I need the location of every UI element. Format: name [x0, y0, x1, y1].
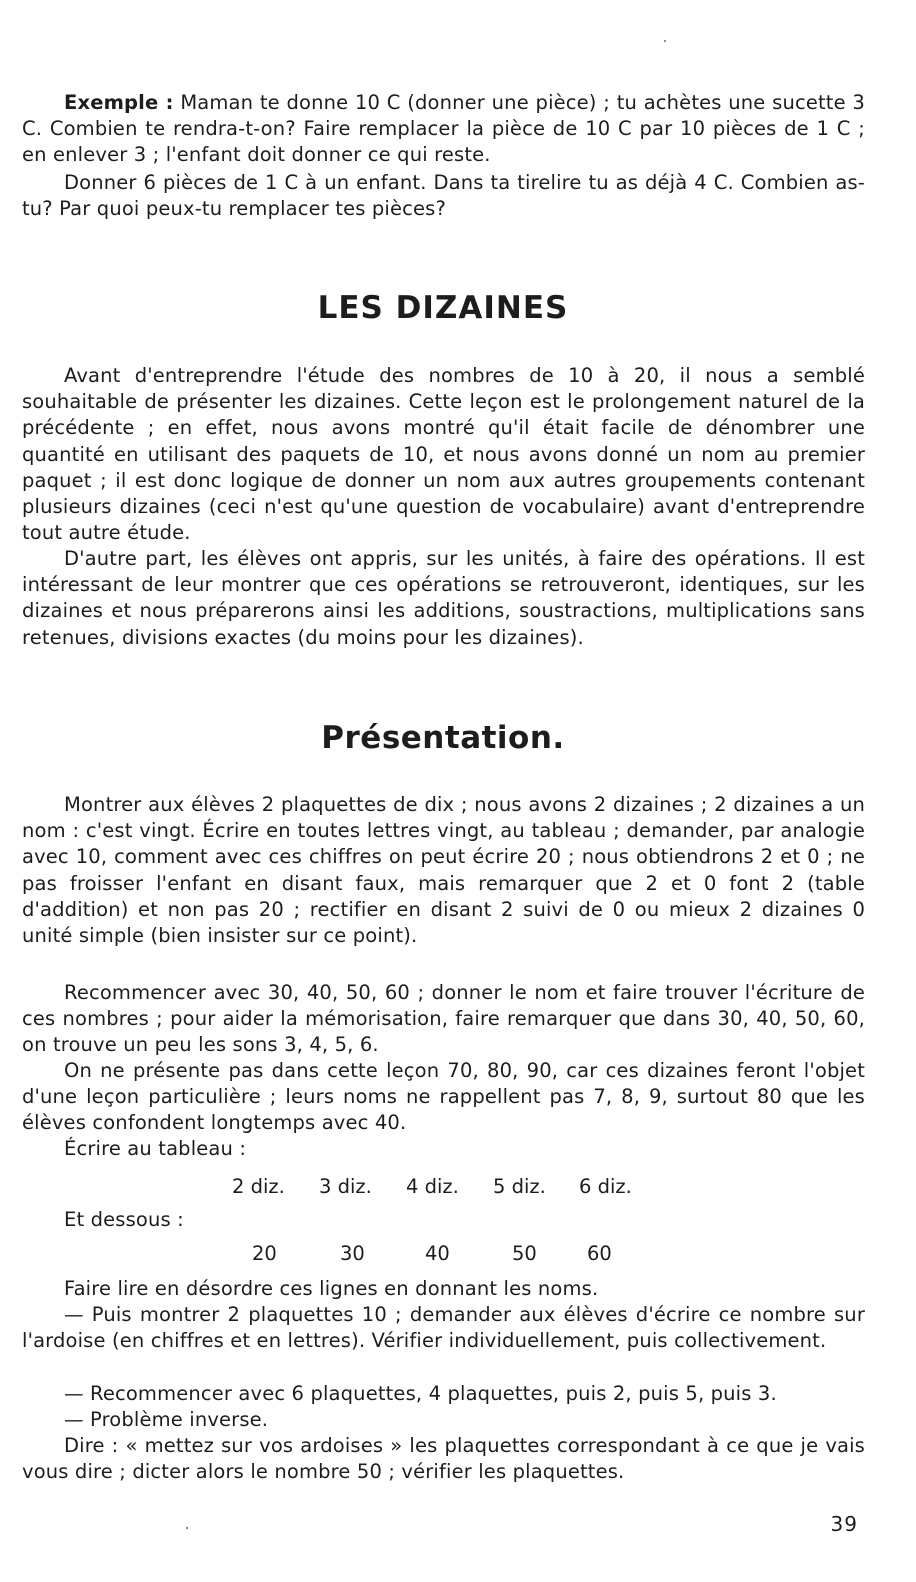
number-item: 20	[252, 1242, 277, 1265]
presentation-paragraph-2: Recommencer avec 30, 40, 50, 60 ; donner le nom et faire trouver l'écriture de ces nombres ; pour aider la mémorisation, faire remarquer que dans 30, 40, 50, 60, on trouve un peu les sons 3, 4, 5, 6.	[22, 981, 865, 1057]
diz-item: 3 diz.	[319, 1175, 372, 1198]
number-item: 50	[512, 1242, 537, 1265]
diz-item: 2 diz.	[232, 1175, 285, 1198]
presentation-paragraph-6: Faire lire en désordre ces lignes en donnant les noms.	[64, 1277, 599, 1300]
example-text: Maman te donne 10 C (donner une pièce) ; tu achètes une sucette 3 C. Combien te rendra-t-on? Faire remplacer la pièce de 10 C par 10 pièces de 1 C ; en enlever 3 ; l'enfant doit donner ce qui reste.	[22, 91, 865, 167]
dizaines-paragraph-2: D'autre part, les élèves ont appris, sur les unités, à faire des opérations. Il est intéressant de leur montrer que ces opérations se retrouveront, identiques, sur les dizaines et nous préparerons ainsi les additions, soustractions, multiplications sans retenues, divisions exactes (du moins pour les dizaines).	[22, 547, 865, 649]
print-speck	[664, 40, 666, 42]
presentation-paragraph-3: On ne présente pas dans cette leçon 70, 80, 90, car ces dizaines feront l'objet d'une leçon particulière ; leurs noms ne rappellent pas 7, 8, 9, surtout 80 que les élèves confondent longtemps avec 40.	[22, 1059, 865, 1135]
diz-item: 4 diz.	[406, 1175, 459, 1198]
example-paragraph	[22, 90, 865, 169]
section-title-dizaines: LES DIZAINES	[317, 290, 569, 326]
example-label: Exemple :	[64, 91, 174, 114]
print-speck	[186, 1527, 188, 1529]
number-item: 60	[587, 1242, 612, 1265]
section-title-presentation: Présentation.	[321, 720, 565, 756]
presentation-paragraph-5: Et dessous :	[64, 1208, 184, 1231]
dizaines-paragraph-1: Avant d'entreprendre l'étude des nombres de 10 à 20, il nous a semblé souhaitable de présenter les dizaines. Cette leçon est le prolongement naturel de la précédente ; en effet, nous avons montré qu'il était facile de dénombrer une quantité en utilisant des paquets de 10, et nous avons donné un nom au premier paquet ; il est donc logique de donner un nom aux autres groupements contenant plusieurs dizaines (ceci n'est qu'une question de vocabulaire) avant d'entreprendre tout autre étude.	[22, 364, 865, 545]
presentation-paragraph-1: Montrer aux élèves 2 plaquettes de dix ; nous avons 2 dizaines ; 2 dizaines a un nom : c'est vingt. Écrire en toutes lettres vingt, au tableau ; demander, par analogie avec 10, comment avec ces chiffres on peut écrire 20 ; nous obtiendrons 2 et 0 ; ne pas froisser l'enfant en disant faux, mais remarquer que 2 et 0 font 2 (table d'addition) et non pas 20 ; rectifier en disant 2 suivi de 0 ou mieux 2 dizaines 0 unité simple (bien insister sur ce point).	[22, 793, 865, 948]
presentation-paragraph-7: — Puis montrer 2 plaquettes 10 ; demander aux élèves d'écrire ce nombre sur l'ardoise (en chiffres et en lettres). Vérifier individuellement, puis collectivement.	[22, 1303, 865, 1353]
example-paragraph-2: Donner 6 pièces de 1 C à un enfant. Dans ta tirelire tu as déjà 4 C. Combien as-tu? Par quoi peux-tu remplacer tes pièces?	[22, 171, 865, 221]
presentation-paragraph-8: — Recommencer avec 6 plaquettes, 4 plaquettes, puis 2, puis 5, puis 3.	[64, 1382, 777, 1405]
number-item: 40	[425, 1242, 450, 1265]
page-number: 39	[830, 1512, 858, 1536]
diz-item: 6 diz.	[579, 1175, 632, 1198]
presentation-paragraph-9: — Problème inverse.	[64, 1408, 269, 1431]
presentation-paragraph-4: Écrire au tableau :	[64, 1137, 247, 1160]
number-item: 30	[340, 1242, 365, 1265]
diz-item: 5 diz.	[493, 1175, 546, 1198]
presentation-paragraph-10: Dire : « mettez sur vos ardoises » les plaquettes correspondant à ce que je vais vous dire ; dicter alors le nombre 50 ; vérifier les plaquettes.	[22, 1434, 865, 1484]
